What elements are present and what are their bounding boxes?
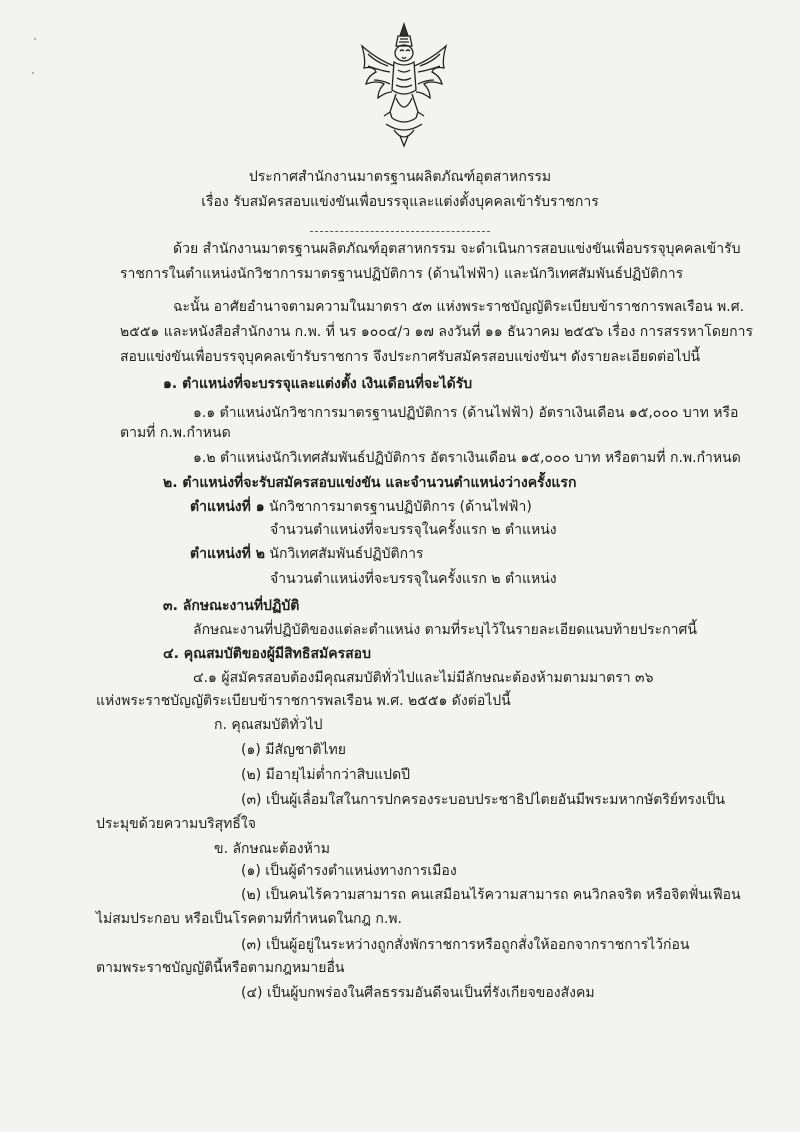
qualification-item: (๒) มีอายุไม่ต่ำกว่าสิบแปดปี [241,767,411,783]
prohibited-characteristics-heading: ข. ลักษณะต้องห้าม [214,841,330,857]
prohibition-item: (๑) เป็นผู้ดำรงตำแหน่งทางการเมือง [241,863,457,879]
section-4-heading: ๔. คุณสมบัติของผู้มีสิทธิสมัครสอบ [163,646,371,662]
position-2-title: นักวิเทศสัมพันธ์ปฏิบัติการ [264,546,424,562]
prohibition-item: (๓) เป็นผู้อยู่ในระหว่างถูกสั่งพักราชการหรือถูกสั่งให้ออกจากราชการไว้ก่อน [241,937,690,953]
section-2-heading: ๒. ตำแหน่งที่จะรับสมัครสอบแข่งขัน และจำนวนตำแหน่งว่างครั้งแรก [163,475,577,491]
section-3-heading: ๓. ลักษณะงานที่ปฏิบัติ [163,598,300,614]
position-1-label: ตำแหน่งที่ ๑ [190,499,265,515]
qualification-item: (๑) มีสัญชาติไทย [241,742,346,758]
position-2-count: จำนวนตำแหน่งที่จะบรรจุในครั้งแรก ๒ ตำแหน่ง [270,571,557,587]
authority-paragraph-line: ๒๕๕๑ และหนังสือสำนักงาน ก.พ. ที่ นร ๑๐๐๔/ว ๑๗ ลงวันที่ ๑๑ ธันวาคม ๒๕๕๖ เรื่อง การสรรหาโดยการ [120,324,753,340]
prohibition-item: (๒) เป็นคนไร้ความสามารถ คนเสมือนไร้ความสามารถ คนวิกลจริต หรือจิตฟั่นเฟือน [241,887,741,903]
intro-paragraph-line: ด้วย สำนักงานมาตรฐานผลิตภัณฑ์อุตสาหกรรม จะดำเนินการสอบแข่งขันเพื่อบรรจุบุคคลเข้ารับ [173,241,741,257]
prohibition-item: ไม่สมประกอบ หรือเป็นโรคตามที่กำหนดในกฎ ก.พ. [96,911,402,927]
general-qualifications-heading: ก. คุณสมบัติทั่วไป [214,717,323,733]
position-1-line [190,498,532,516]
prohibition-item: ตามพระราชบัญญัตินี้หรือตามกฎหมายอื่น [96,960,345,976]
title-separator [310,231,490,232]
qualification-item: ประมุขด้วยความบริสุทธิ์ใจ [96,816,256,832]
garuda-emblem-icon [356,20,452,148]
section-1-heading: ๑. ตำแหน่งที่จะบรรจุและแต่งตั้ง เงินเดือนที่จะได้รับ [163,376,473,392]
section-4-item: แห่งพระราชบัญญัติระเบียบข้าราชการพลเรือน พ.ศ. ๒๕๕๑ ดังต่อไปนี้ [96,693,511,709]
authority-paragraph-line: สอบแข่งขันเพื่อบรรจุบุคคลเข้ารับราชการ จึงประกาศรับสมัครสอบแข่งขันฯ ดังรายละเอียดต่อไปนี้ [120,349,701,365]
section-1-item: ตามที่ ก.พ.กำหนด [120,425,231,441]
scan-speck [32,72,34,74]
intro-paragraph-line: ราชการในตำแหน่งนักวิชาการมาตรฐานปฏิบัติการ (ด้านไฟฟ้า) และนักวิเทศสัมพันธ์ปฏิบัติการ [120,266,684,282]
section-1-item: ๑.๒ ตำแหน่งนักวิเทศสัมพันธ์ปฏิบัติการ อัตราเงินเดือน ๑๕,๐๐๐ บาท หรือตามที่ ก.พ.กำหนด [193,450,741,466]
section-4-item: ๔.๑ ผู้สมัครสอบต้องมีคุณสมบัติทั่วไปและไม่มีลักษณะต้องห้ามตามมาตรา ๓๖ [193,670,654,686]
announcement-title: ประกาศสำนักงานมาตรฐานผลิตภัณฑ์อุตสาหกรรม [248,169,552,185]
authority-paragraph-line: ฉะนั้น อาศัยอำนาจตามความในมาตรา ๕๓ แห่งพระราชบัญญัติระเบียบข้าราชการพลเรือน พ.ศ. [173,299,745,315]
section-1-item: ๑.๑ ตำแหน่งนักวิชาการมาตรฐานปฏิบัติการ (ด้านไฟฟ้า) อัตราเงินเดือน ๑๕,๐๐๐ บาท หรือ [193,405,739,421]
section-3-text: ลักษณะงานที่ปฏิบัติของแต่ละตำแหน่ง ตามที่ระบุไว้ในรายละเอียดแนบท้ายประกาศนี้ [193,622,697,638]
scan-speck [34,38,36,40]
position-1-title: นักวิชาการมาตรฐานปฏิบัติการ (ด้านไฟฟ้า) [264,499,532,515]
position-2-label: ตำแหน่งที่ ๒ [190,546,265,562]
announcement-subject: เรื่อง รับสมัครสอบแข่งขันเพื่อบรรจุและแต่งตั้งบุคคลเข้ารับราชการ [201,194,599,210]
qualification-item: (๓) เป็นผู้เลื่อมใสในการปกครองระบอบประชาธิปไตยอันมีพระมหากษัตริย์ทรงเป็น [241,792,725,808]
position-2-line [190,545,423,563]
position-1-count: จำนวนตำแหน่งที่จะบรรจุในครั้งแรก ๒ ตำแหน่ง [270,522,557,538]
prohibition-item: (๔) เป็นผู้บกพร่องในศีลธรรมอันดีจนเป็นที่รังเกียจของสังคม [241,985,595,1001]
